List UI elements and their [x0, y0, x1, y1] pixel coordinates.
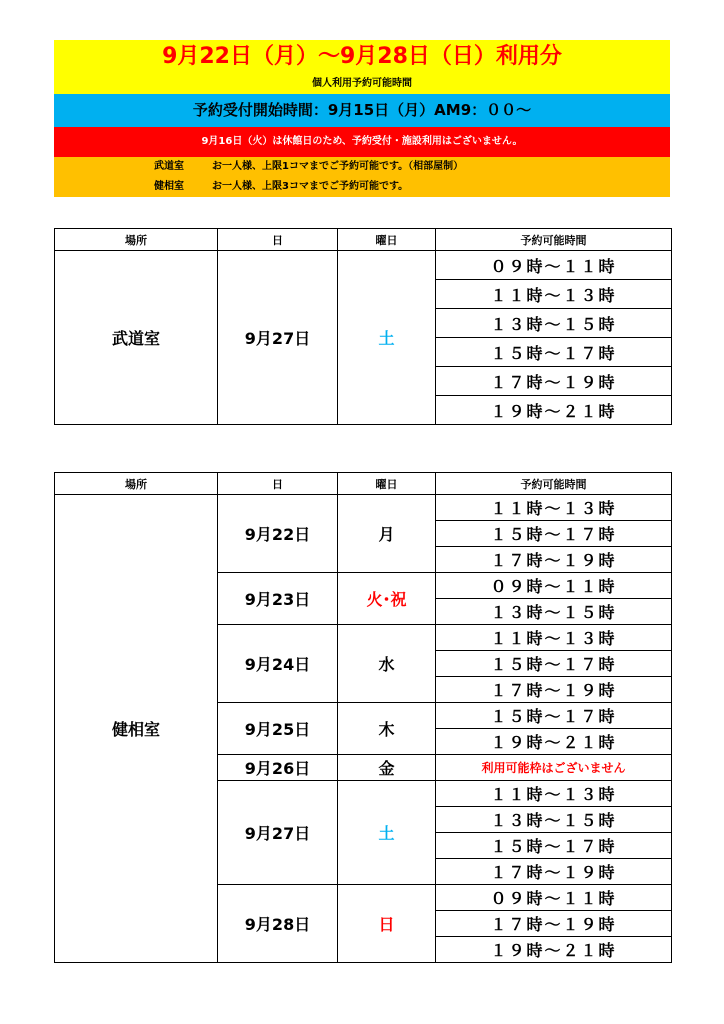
date-cell: 9月27日	[218, 781, 338, 885]
slot-cell: １９時～２１時	[436, 937, 672, 963]
column-header-dow: 曜日	[338, 229, 436, 251]
dow-cell: 土	[338, 251, 436, 425]
date-cell: 9月25日	[218, 703, 338, 755]
slot-cell: １３時～１５時	[436, 599, 672, 625]
date-cell: 9月23日	[218, 573, 338, 625]
rule-line	[154, 157, 670, 177]
rules-banner	[54, 157, 670, 197]
table-row	[55, 495, 672, 521]
accept-start-banner: 予約受付開始時間：9月15日（月）AM9：００～	[54, 94, 670, 127]
column-header-place: 場所	[55, 229, 218, 251]
rule-line	[154, 177, 670, 197]
page-subtitle: 個人利用予約可能時間	[54, 74, 670, 94]
table-header-row	[55, 473, 672, 495]
slot-cell: １１時～１３時	[436, 495, 672, 521]
dow-cell: 土	[338, 781, 436, 885]
column-header-date: 日	[218, 229, 338, 251]
page-title: 9月22日（月）～9月28日（日）利用分	[54, 40, 670, 74]
slot-cell: １７時～１９時	[436, 859, 672, 885]
dow-cell: 木	[338, 703, 436, 755]
rule-place: 武道室	[154, 161, 184, 172]
schedule-table-budo	[54, 228, 672, 425]
closed-notice-banner: 9月16日（火）は休館日のため、予約受付・施設利用はございません。	[54, 127, 670, 157]
dow-cell: 水	[338, 625, 436, 703]
slot-cell: ０９時～１１時	[436, 885, 672, 911]
dow-cell: 金	[338, 755, 436, 781]
slot-cell: １５時～１７時	[436, 521, 672, 547]
rule-text: お一人様、上限3コマまでご予約可能です。	[212, 181, 409, 192]
slot-cell: １３時～１５時	[436, 807, 672, 833]
column-header-slots: 予約可能時間	[436, 229, 672, 251]
slot-cell: １５時～１７時	[436, 651, 672, 677]
column-header-place: 場所	[55, 473, 218, 495]
slot-cell: １７時～１９時	[436, 677, 672, 703]
slot-cell: １１時～１３時	[436, 781, 672, 807]
date-cell: 9月26日	[218, 755, 338, 781]
slot-cell: １１時～１３時	[436, 625, 672, 651]
rule-place: 健相室	[154, 181, 184, 192]
table-row	[55, 251, 672, 280]
slot-cell: ０９時～１１時	[436, 251, 672, 280]
slot-cell: １７時～１９時	[436, 911, 672, 937]
table-header-row	[55, 229, 672, 251]
schedule-table-kenso	[54, 472, 672, 963]
place-cell: 武道室	[55, 251, 218, 425]
column-header-dow: 曜日	[338, 473, 436, 495]
no-slot-cell: 利用可能枠はございません	[436, 755, 672, 781]
slot-cell: １７時～１９時	[436, 367, 672, 396]
date-cell: 9月24日	[218, 625, 338, 703]
date-cell: 9月28日	[218, 885, 338, 963]
slot-cell: ０９時～１１時	[436, 573, 672, 599]
dow-cell: 日	[338, 885, 436, 963]
slot-cell: １５時～１７時	[436, 833, 672, 859]
slot-cell: １９時～２１時	[436, 729, 672, 755]
place-cell: 健相室	[55, 495, 218, 963]
slot-cell: １１時～１３時	[436, 280, 672, 309]
slot-cell: １９時～２１時	[436, 396, 672, 425]
slot-cell: １３時～１５時	[436, 309, 672, 338]
slot-cell: １５時～１７時	[436, 338, 672, 367]
rule-text: お一人様、上限1コマまでご予約可能です。（相部屋制）	[212, 161, 464, 172]
date-cell: 9月22日	[218, 495, 338, 573]
slot-cell: １７時～１９時	[436, 547, 672, 573]
dow-cell: 火･祝	[338, 573, 436, 625]
slot-cell: １５時～１７時	[436, 703, 672, 729]
column-header-slots: 予約可能時間	[436, 473, 672, 495]
column-header-date: 日	[218, 473, 338, 495]
dow-cell: 月	[338, 495, 436, 573]
date-cell: 9月27日	[218, 251, 338, 425]
